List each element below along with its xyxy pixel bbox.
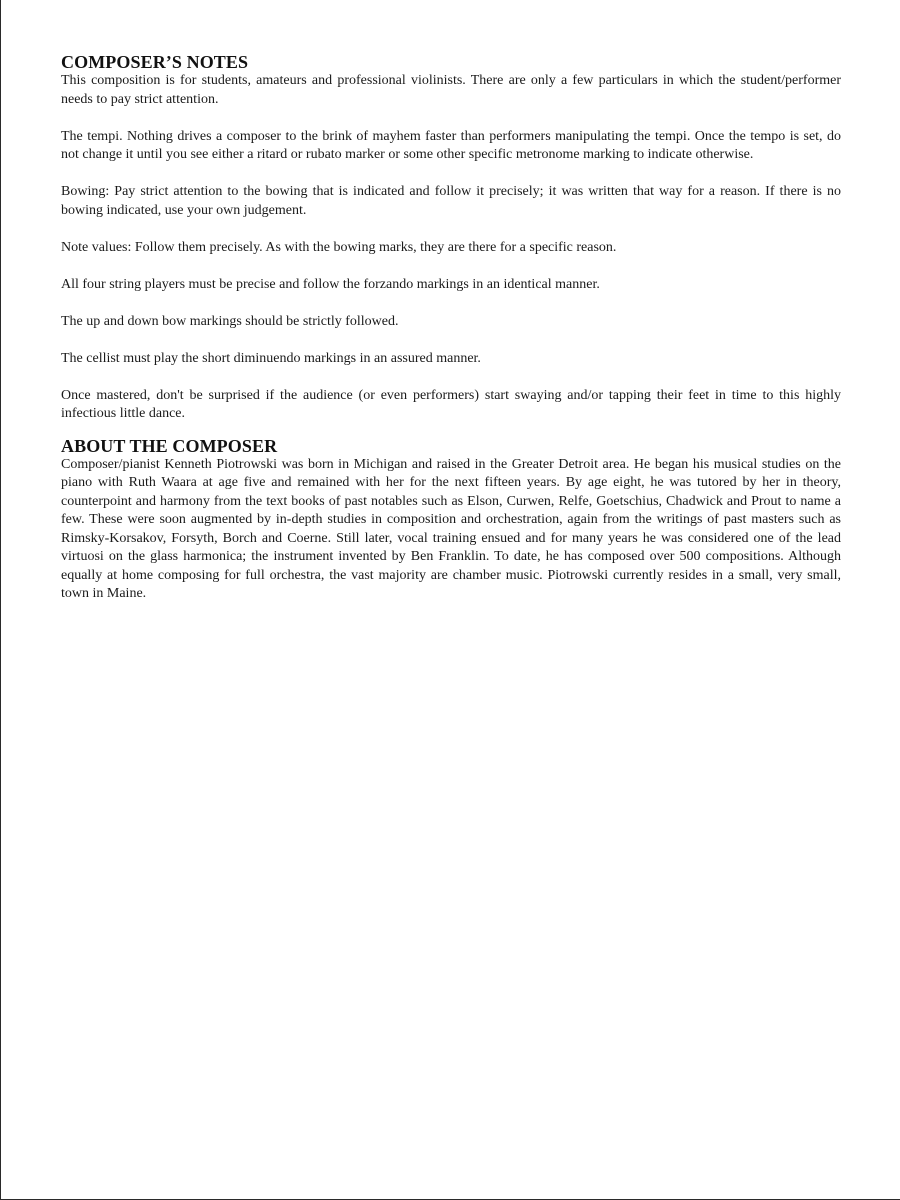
section-spacer — [61, 424, 841, 436]
notes-paragraph-closing: Once mastered, don't be surprised if the audience (or even performers) start swaying and/or tapping their feet in time to this highly infectious little dance. — [61, 387, 841, 421]
notes-paragraph-tempi: The tempi. Nothing drives a composer to the brink of mayhem faster than performers manipulating the tempi. Once the tempo is set, do not change it until you see either a ritard or rubato marker or some other specific metronome marking to indicate otherwise. — [61, 128, 841, 162]
notes-paragraph-cellist: The cellist must play the short diminuendo markings in an assured manner. — [61, 350, 481, 366]
notes-paragraph-bowing: Bowing: Pay strict attention to the bowing that is indicated and follow it precisely; it was written that way for a reason. If there is no bowing indicated, use your own judgement. — [61, 184, 841, 218]
notes-paragraph-forzando: All four string players must be precise and follow the forzando markings in an identical manner. — [61, 276, 600, 292]
notes-paragraph-bow-markings: The up and down bow markings should be strictly followed. — [61, 313, 399, 329]
about-composer-paragraph: Composer/pianist Kenneth Piotrowski was born in Michigan and raised in the Greater Detroit area. He began his musical studies on the piano with Ruth Waara at age five and remained with her for the next fifteen years. By age eight, he was tutored by her in theory, counterpoint and harmony from the text books of past notables such as Elson, Curwen, Relfe, Goetschius, Chadwick and Prout to name a few. These were soon augmented by in-depth studies in composition and orchestration, again from the writings of past masters such as Rimsky-Korsakov, Forsyth, Borch and Coerne. Still later, vocal training ensued and for many years he was considered one of the lead virtuosi on the glass harmonica; the instrument invented by Ben Franklin. To date, he has composed over 500 compositions. Although equally at home composing for full orchestra, the vast majority are chamber music. Piotrowski currently resides in a small, very small, town in Maine. — [61, 456, 841, 601]
about-composer-heading: ABOUT THE COMPOSER — [61, 435, 278, 456]
composers-notes-section — [61, 52, 841, 424]
notes-paragraph-intro: This composition is for students, amateurs and professional violinists. There are only a few particulars in which the student/performer needs to pay strict attention. — [61, 73, 841, 107]
about-composer-section — [61, 436, 841, 604]
composers-notes-heading: COMPOSER’S NOTES — [61, 52, 249, 72]
document-content — [61, 52, 841, 604]
notes-paragraph-note-values: Note values: Follow them precisely. As with the bowing marks, they are there for a specific reason. — [61, 239, 617, 255]
